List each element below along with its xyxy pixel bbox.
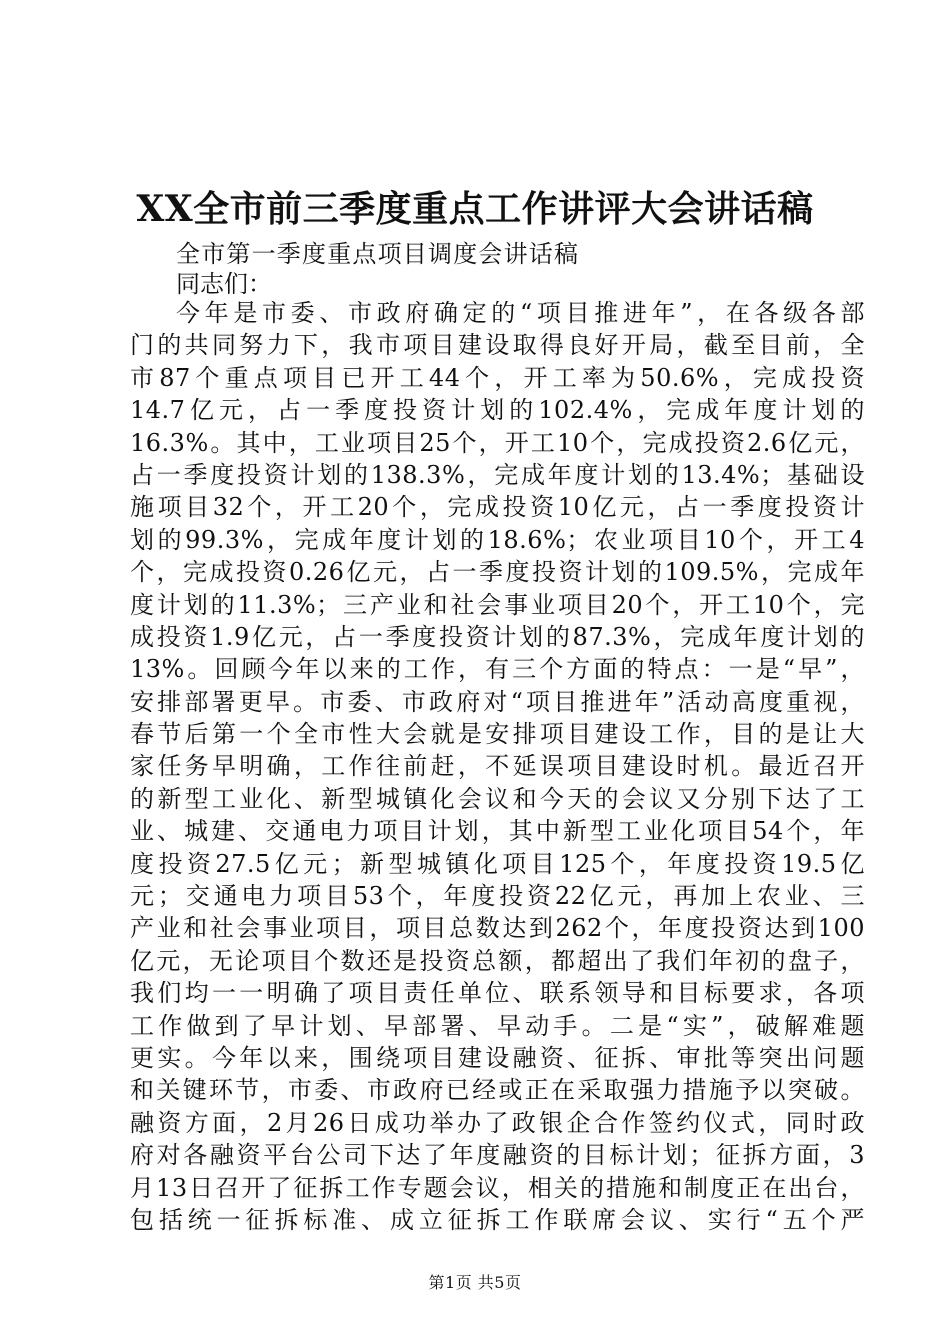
body-line: 府对各融资平台公司下达了年度融资的目标计划；征拆方面，3 [130, 1141, 865, 1170]
body-line: 月13日召开了征拆工作专题会议，相关的措施和制度正在出台， [130, 1173, 865, 1202]
body-line: 家任务早明确，工作往前赶，不延误项目建设时机。最近召开 [130, 752, 865, 781]
body-line: 工作做到了早计划、早部署、早动手。二是“实”，破解难题 [130, 1011, 865, 1040]
body-line: 元；交通电力项目53个，年度投资22亿元，再加上农业、三 [130, 882, 865, 911]
body-paragraph [130, 297, 865, 1236]
body-line: 产业和社会事业项目，项目总数达到262个，年度投资达到100 [130, 914, 865, 943]
body-line: 的新型工业化、新型城镇化会议和今天的会议又分别下达了工 [130, 784, 865, 813]
body-line: 市87个重点项目已开工44个，开工率为50.6%，完成投资 [130, 363, 865, 392]
body-line: 度计划的11.3%；三产业和社会事业项目20个，开工10个，完 [130, 590, 865, 619]
page-footer: 第1页 共5页 [428, 1273, 522, 1292]
body-line: 我们均一一明确了项目责任单位、联系领导和目标要求，各项 [130, 979, 865, 1008]
body-line: 春节后第一个全市性大会就是安排项目建设工作，目的是让大 [130, 720, 865, 749]
body-line: 和关键环节，市委、市政府已经或正在采取强力措施予以突破。 [130, 1076, 865, 1105]
body-line: 13%。回顾今年以来的工作，有三个方面的特点：一是“早”， [130, 655, 865, 684]
body-line: 更实。今年以来，围绕项目建设融资、征拆、审批等突出问题 [130, 1043, 865, 1072]
body-line: 个，完成投资0.26亿元，占一季度投资计划的109.5%，完成年 [130, 558, 865, 587]
body-line: 业、城建、交通电力项目计划，其中新型工业化项目54个，年 [130, 817, 865, 846]
body-line: 成投资1.9亿元，占一季度投资计划的87.3%，完成年度计划的 [130, 622, 865, 651]
body-line: 今年是市委、市政府确定的“项目推进年”，在各级各部 [176, 299, 865, 327]
body-line: 占一季度投资计划的138.3%，完成年度计划的13.4%；基础设 [130, 460, 865, 489]
document-subtitle: 全市第一季度重点项目调度会讲话稿 [176, 240, 580, 268]
body-line: 14.7亿元，占一季度投资计划的102.4%，完成年度计划的 [130, 396, 865, 425]
body-line: 门的共同努力下，我市项目建设取得良好开局，截至目前，全 [130, 331, 865, 360]
body-line: 安排部署更早。市委、市政府对“项目推进年”活动高度重视， [130, 687, 865, 716]
document-title: XX全市前三季度重点工作讲评大会讲话稿 [136, 188, 814, 230]
body-line: 划的99.3%，完成年度计划的18.6%；农业项目10个，开工4 [130, 525, 865, 554]
body-line: 度投资27.5亿元；新型城镇化项目125个，年度投资19.5亿 [130, 849, 865, 878]
body-line: 16.3%。其中，工业项目25个，开工10个，完成投资2.6亿元， [130, 428, 865, 457]
body-line: 亿元，无论项目个数还是投资总额，都超出了我们年初的盘子， [130, 946, 865, 975]
greeting: 同志们： [176, 270, 272, 298]
body-line: 融资方面，2月26日成功举办了政银企合作签约仪式，同时政 [130, 1108, 865, 1137]
body-line: 施项目32个，开工20个，完成投资10亿元，占一季度投资计 [130, 493, 865, 522]
body-line: 包括统一征拆标准、成立征拆工作联席会议、实行“五个严 [130, 1205, 865, 1234]
